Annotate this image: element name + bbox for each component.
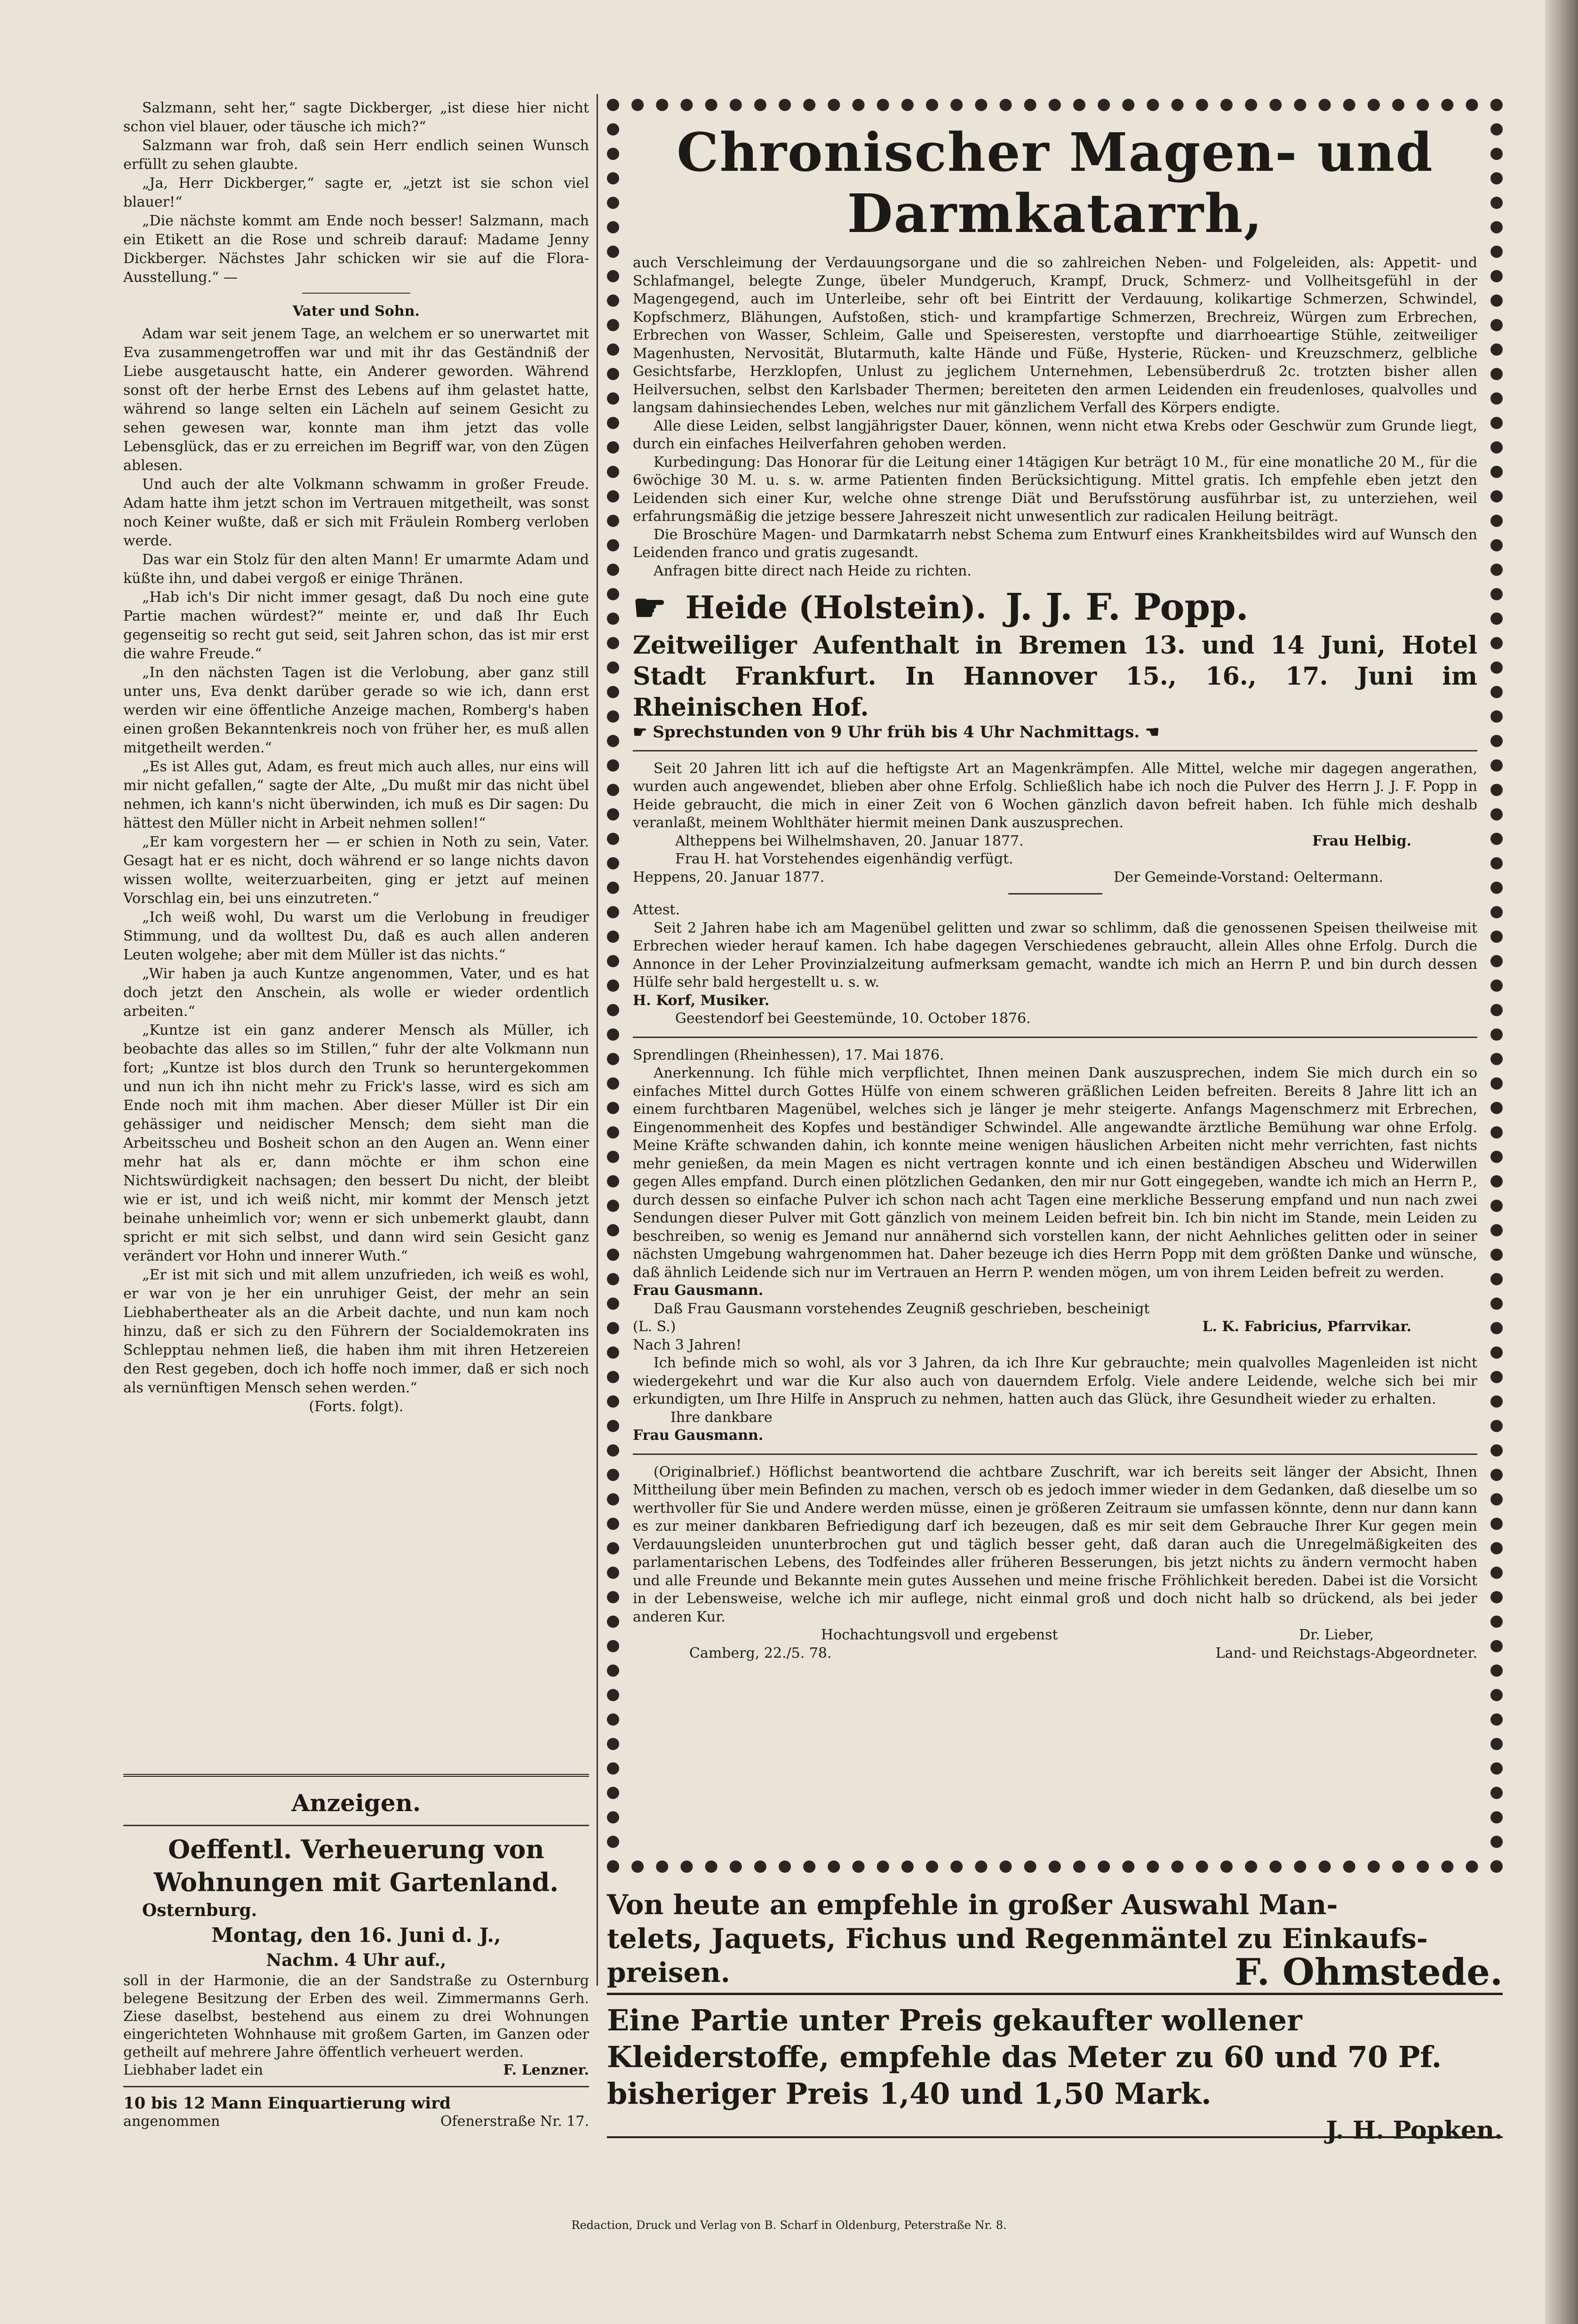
attest-heading: Attest. — [633, 902, 680, 918]
ads-section-heading: Anzeigen. — [291, 1789, 421, 1817]
chapter-heading: Vater und Sohn. — [293, 303, 420, 319]
story-paragraph: „In den nächsten Tagen ist die Verlobung, aber ganz still unter uns, Eva denkt darüber gerade so wie ich, dann erst werden wir eine öffentliche Anzeige machen, Romberg's haben einen großen Bekanntenkreis noch von früher her, es muß allen mitgetheilt werden.“ — [123, 664, 589, 756]
ad-paragraph: auch Verschleimung der Verdauungsorgane und die so zahlreichen Neben- und Folgeleiden, als: Appetit- und Schlafmangel, belegte Zunge, übeler Mundgeruch, Krampf, Druck, Schmerz- und Vollheitsgefühl in der Magengegend, auch im Unterleibe, sehr oft bei Eintritt der Verdauung, kolikartige Schmerzen, Schwindel, Kopfschmerz, Blähungen, Aufstoßen, stich- und krampfartige Schmerzen, Brechreiz, Würgen zum Erbrechen, Erbrechen von Wasser, Schleim, Galle und Speiseresten, verstopfte und diarrhoeartige Stühle, zeitweiliger Magenhusten, Nervosität, Blutarmuth, kalte Hände und Füße, Hysterie, Rücken- und Kreuzschmerz, gelbliche Gesichtsfarbe, Herzklopfen, Unlust zu jeglichem Unternehmen, Lebensüberdruß 2c. trotzten bisher allen Heilversuchen, selbst den Karlsbader Thermen; bereiteten den armen Leidenden ein freudenloses, qualvolles und langsam dahinsiechendes Leben, welches nur mit gänzlichem Verfall des Körpers endigte. — [633, 255, 1477, 416]
story-paragraph: Salzmann war froh, daß sein Herr endlich seinen Wunsch erfüllt zu sehen glaubte. — [123, 137, 589, 173]
testimonial-note: Frau H. hat Vorstehendes eigenhändig verfügt. — [675, 851, 1013, 867]
column-divider — [597, 94, 598, 1986]
ad-line-text: preisen. — [607, 1957, 730, 1989]
certification-text: Daß Frau Gausmann vorstehendes Zeugniß geschrieben, bescheinigt — [654, 1300, 1150, 1317]
testimonial-text: Seit 2 Jahren habe ich am Magenübel gelitten und zwar so schlimm, daß die genossenen Speisen theilweise mit Erbrechen wieder herauf kamen. Ich habe dagegen Verschiedenes gebraucht, allein Alles ohne Erfolg. Durch die Annonce in der Leher Provinzialzeitung aufmerksam gemacht, wandte ich mich an Herrn P. und bin durch dessen Hülfe sehr bald hergestellt u. s. w. — [633, 919, 1477, 990]
story-paragraph: Salzmann, seht her,“ sagte Dickberger, „ist diese hier nicht schon viel blauer, oder täusche ich mich?“ — [123, 100, 589, 135]
divider — [633, 1453, 1477, 1455]
testimonial-signer: Der Gemeinde-Vorstand: Oeltermann. — [1114, 869, 1383, 886]
letter-place: Camberg, 22./5. 78. — [689, 1645, 832, 1661]
ad-line — [607, 1951, 1503, 1994]
testimonial-signature — [633, 869, 1477, 887]
ad-line: telets, Jaquets, Fichus und Regenmäntel zu Einkaufs- — [607, 1923, 1428, 1955]
seal-mark: (L. S.) — [633, 1318, 676, 1335]
ad-signer: J. H. Popken. — [1326, 2116, 1503, 2145]
travel-notice: Zeitweiliger Aufenthalt in Bremen 13. und 14 Juni, Hotel Stadt Frankfurt. In Hannover 15., 16., 17. Juni im Rheinischen Hof. — [633, 631, 1477, 722]
ad-signer: F. Ohmstede. — [1235, 1951, 1503, 1994]
testimonial-text: Seit 20 Jahren litt ich auf die heftigste Art an Magenkrämpfen. Alle Mittel, welche mir dagegen angerathen, wurden auch angewendet, blieben aber ohne Erfolg. Schließlich habe ich noch die Pulver des Herrn J. J. F. Popp in Heide gebraucht, die mich in einer Zeit von 6 Wochen gänzlich davon befreit haben. Ich fühle mich deshalb veranlaßt, meinem Wohlthäter hiermit meinen Dank auszusprechen. — [633, 760, 1477, 831]
story-paragraph: „Kuntze ist ein ganz anderer Mensch als Müller, ich beobachte das alles so im Stillen,“ fuhr der alte Volkmann nun fort; „Kuntze ist blos durch den Trunk so heruntergekommen und nun ich ihn nicht mehr zu Frick's lasse, wird es sich am Ende noch mit ihm machen. Aber dieser Müller ist Dir ein gehässiger und neidischer Mensch; dem sieht man die Arbeitsscheu und Bosheit schon an den Augen an. Wenn einer mehr hat als er, dann möchte er ihm schon eine Nichtswürdigkeit nachsagen; den bessert Du nicht, der bleibt wie er ist, und ich weiß nicht, mir kommt der Mensch jetzt beinahe unheimlich vor; wenn er sich unbemerkt glaubt, dann spricht er mit sich selbst, und dann wird sein Gesicht ganz verändert vor Hohn und innerer Wuth.“ — [123, 1022, 589, 1264]
popp-advertisement — [633, 122, 1477, 1662]
testimonial-text: Anerkennung. Ich fühle mich verpflichtet, Ihnen meinen Dank auszusprechen, indem Sie mich durch ein so einfaches Mittel durch Gottes Hülfe von einem schweren gräßlichen Leiden befreiten. Bereits 8 Jahre litt ich an einem furchtbaren Magenübel, welches sich je länger je mehr steigerte. Anfangs Magenschmerz mit Erbrechen, Eingenommenheit des Kopfes und beständiger Schwindel. Alle angewandte ärztliche Bemühung war ohne Erfolg. Meine Kräfte schwanden dahin, ich konnte meine wenigen häuslichen Arbeiten nicht mehr verrichten, fast nichts mehr genießen, da mein Magen es nicht vertragen konnte und ich einen beständigen Abscheu und Widerwillen gegen Alles empfand. Durch einen plötzlichen Gedanken, den mir nur Gott eingegeben, wandte ich mich an Herrn P., durch dessen so einfache Pulver ich schon nach acht Tagen eine merkliche Besserung empfand und nun nach zwei Sendungen dieser Pulver mit Gott gänzlich von meinem Leiden befreit bin. Ich bin nicht im Stande, mein Leiden zu beschreiben, so wenig es Jemand nur annähernd sich vorstellen kann, der nicht Aehnliches gelitten oder in seiner nächsten Umgebung wahrgenommen hat. Daher bezeuge ich dies Herrn Popp mit dem größten Danke und wünsche, daß ähnlich Leidende sich nur im Vertrauen an Herrn P. wenden mögen, um von ihrem Leiden befreit zu werden. — [633, 1065, 1477, 1281]
story-paragraph: Und auch der alte Volkmann schwamm in großer Freude. Adam hatte ihm jetzt schon im Vertrauen mitgetheilt, was sonst noch Keiner wußte, daß er sich mit Fräulein Romberg verloben werde. — [123, 476, 589, 549]
closing-text: Liebhaber ladet ein — [123, 2062, 263, 2078]
story-paragraph: „Es ist Alles gut, Adam, es freut mich auch alles, nur eins will mir nicht gefallen,“ sagte der Alte, „Du mußt mir das nicht übel nehmen, ich kann's nicht überwinden, ich muß es Dir sagen: Du hättest den Müller nicht in Arbeit nehmen sollen!“ — [123, 759, 589, 831]
office-hours: ☛ Sprechstunden von 9 Uhr früh bis 4 Uhr Nachmittags. ☚ — [633, 723, 1160, 742]
testimonial-signer: Frau Helbig. — [1312, 832, 1411, 849]
testimonial-text: (Originalbrief.) Höflichst beantwortend die achtbare Zuschrift, war ich bereits seit länger der Absicht, Ihnen Mittheilung über mein Befinden zu machen, versch ob es jedoch immer wieder in dem Gedanken, daß dieselbe um so werthvoller für Sie und Andere werden müsse, einen je größeren Zeitraum sie umfassen könnte, denn nur dann kann es zur meiner dankbaren Befriedigung darf ich bezeugen, daß es mir seit dem Gebrauche Ihrer Kur gegen mein Verdauungsleiden ununterbrochen gut und täglich besser geht, daß daran auch die Unregelmäßigkeiten des parlamentarischen Lebens, des Todfeindes aller früheren Besserungen, bis jetzt nichts zu ändern vermocht haben und alle Freunde und Bekannte mein gutes Aussehen und meine frische Fröhlichkeit bereden. Dabei ist die Vorsicht in der Lebensweise, welche ich mir auflege, nicht einmal groß und doch nicht halb so drückend, als bei jeder anderen Kur. — [633, 1463, 1477, 1625]
rental-place: Osternburg. — [142, 1901, 257, 1920]
divider — [123, 1825, 589, 1826]
quartering-address: Ofenerstraße Nr. 17. — [440, 2113, 589, 2130]
story-paragraph: „Ich weiß wohl, Du warst um die Verlobung in freudiger Stimmung, und da wolltest Du, daß es auch allen anderen Leuten wolgehe; aber mit dem Müller ist das nichts.“ — [123, 909, 589, 963]
story-paragraph: „Die nächste kommt am Ende noch besser! Salzmann, mach ein Etikett an die Rose und schreib darauf: Madame Jenny Dickberger. Nächstes Jahr schicken wir sie auf die Flora-Ausstellung.“ — — [123, 213, 589, 286]
rental-body: soll in der Harmonie, die an der Sandstraße zu Osternburg belegene Besitzung der Erben des weil. Zimmermanns Gerh. Ziese daselbst, bestehend aus einem zu drei Wohnungen eingerichteten Wohnhause mit großem Garten, im Ganzen oder getheilt auf mehrere Jahre öffentlich verheuert werden. — [123, 1973, 589, 2060]
page-edge-shadow — [1545, 0, 1578, 2324]
testimonial-signer: Frau Gausmann. — [633, 1282, 764, 1299]
letter-closing — [633, 1626, 1477, 1645]
certification-signature — [633, 1318, 1477, 1336]
letter-signer: Dr. Lieber, — [1299, 1627, 1374, 1643]
rental-closing — [123, 2061, 589, 2079]
ohmstede-ad — [607, 1888, 1503, 1994]
quartering-ad: 10 bis 12 Mann Einquartierung wird — [123, 2094, 451, 2113]
divider — [633, 1037, 1477, 1038]
testimonial-place: Heppens, 20. Januar 1877. — [633, 869, 825, 886]
popp-signature-line — [633, 585, 1477, 630]
testimonial-text: Ich befinde mich so wohl, als vor 3 Jahren, da ich Ihre Kur gebrauchte; mein qualvolles Magenleiden ist nicht wiedergekehrt und war die Kur also auch von dauerndem Erfolg. Viele andere Leidende, welche sich bei mir erkundigten, um Ihre Hilfe in Anspruch zu nehmen, hatten auch das Glück, ihre Gesundheit wieder zu erhalten. — [633, 1355, 1477, 1407]
story-paragraph: Adam war seit jenem Tage, an welchem er so unerwartet mit Eva zusammengetroffen war und mit ihr das Geständniß der Liebe ausgetauscht hatte, ein Anderer geworden. Während sonst oft der herbe Ernst des Lebens auf ihm gelastet hatte, während so lange selten ein Lächeln auf seinem Gesicht zu sehen gewesen war, konnte man ihm jetzt das volle Lebensglück, das er zu erreichen im Begriff war, von den Zügen ablesen. — [123, 326, 589, 474]
certifier: L. K. Fabricius, Pfarrvikar. — [1202, 1318, 1411, 1335]
ad-title: Chronischer Magen- und Darmkatarrh, — [677, 122, 1434, 245]
rental-time: Nachm. 4 Uhr auf., — [266, 1950, 446, 1970]
letter-signer-title: Land- und Reichstags-Abgeordneter. — [1215, 1645, 1477, 1661]
ad-paragraph: Die Broschüre Magen- und Darmkatarrh nebst Schema zum Entwurf eines Krankheitsbildes wird auf Wunsch den Leidenden franco und gratis zugesandt. — [633, 526, 1477, 561]
divider — [607, 2136, 1503, 2138]
imprint: Redaction, Druck und Verlag von B. Scharf in Oldenburg, Peterstraße Nr. 8. — [571, 2219, 1007, 2232]
rental-ad-title: Oeffentl. Verheuerung von Wohnungen mit Gartenland. — [153, 1834, 559, 1897]
testimonial-signature — [633, 832, 1477, 851]
story-paragraph: „Er kam vorgestern her — er schien in Noth zu sein, Vater. Gesagt hat er es nicht, doch während er so lange nichts davon wissen wollte, weiterzuarbeiten, ging er jetzt auf meinen Vorschlag ein, bei uns einzutreten.“ — [123, 834, 589, 907]
story-paragraph: „Er ist mit sich und mit allem unzufrieden, ich weiß es wohl, er war von je her ein unruhiger Geist, der mehr an sein Liebhabertheater als an die Arbeit dachte, und nun kam noch hinzu, daß er sich zu den Führern der Socialdemokraten ins Schlepptau nehmen ließ, die haben ihm mit ihren Hetzereien den Rest gegeben, doch ich hoffe noch immer, daß er sich noch als vernünftigen Mensch sehen werden.“ — [123, 1267, 589, 1396]
ad-line: Eine Partie unter Preis gekaufter wollener — [607, 2003, 1302, 2037]
closing-signer: F. Lenzner. — [503, 2062, 589, 2078]
closing-phrase: Ihre dankbare — [670, 1409, 773, 1426]
serial-story-column — [123, 99, 589, 1416]
testimonial-place: Geestendorf bei Geestemünde, 10. October 1876. — [675, 1010, 1031, 1027]
ad-line: Kleiderstoffe, empfehle das Meter zu 60 und 70 Pf. — [607, 2040, 1442, 2074]
ad-paragraph: Kurbedingung: Das Honorar für die Leitung einer 14tägigen Kur beträgt 10 M., für eine monatliche 20 M., für die 6wöchige 30 M. u. s. w. arme Patienten finden Berücksichtigung. Mittel gratis. Ich empfehle eben jetzt den Leidenden sich einer Kur, welche ohne strenge Diät und Berufsstörung ausführbar ist, zu unterziehen, weil erfahrungsmäßig die jetzige bessere Jahreszeit nicht unwesentlich zur radicalen Heilung beiträgt. — [633, 454, 1477, 525]
story-paragraph: Das war ein Stolz für den alten Mann! Er umarmte Adam und küßte ihn, und dabei vergoß er einige Thränen. — [123, 551, 589, 587]
ad-line: bisheriger Preis 1,40 und 1,50 Mark. — [607, 2076, 1211, 2111]
continued-note: (Forts. folgt). — [309, 1398, 404, 1415]
left-ads — [123, 1788, 589, 2131]
followup-heading: Nach 3 Jahren! — [633, 1336, 742, 1353]
testimonial-place: Sprendlingen (Rheinhessen), 17. Mai 1876. — [633, 1046, 944, 1063]
quartering-text: angenommen — [123, 2113, 220, 2130]
quartering-ad-line2 — [123, 2113, 589, 2131]
divider — [123, 2086, 589, 2087]
ads-rule — [123, 1774, 589, 1777]
testimonial-place: Altheppens bei Wilhelmshaven, 20. Januar 1877. — [675, 832, 1024, 849]
heide-location: Heide (Holstein). — [685, 589, 987, 626]
testimonial-signer: H. Korf, Musiker. — [633, 992, 770, 1009]
ad-paragraph: Alle diese Leiden, selbst langjährigster Dauer, können, wenn nicht etwa Krebs oder Geschwür zum Grunde liegt, durch ein einfaches Heilverfahren gehoben werden. — [633, 417, 1477, 452]
popken-ad — [607, 2002, 1503, 2149]
pointing-hand-icon: ☛ — [633, 585, 667, 630]
letter-closing — [633, 1645, 1477, 1663]
divider — [633, 750, 1477, 751]
rental-date: Montag, den 16. Juni d. J., — [211, 1924, 501, 1947]
story-paragraph: „Wir haben ja auch Kuntze angenommen, Vater, und es hat doch jetzt den Anschein, als wolle er wieder ordentlich arbeiten.“ — [123, 966, 589, 1020]
ad-paragraph: Anfragen bitte direct nach Heide zu richten. — [654, 562, 972, 579]
letter-greeting: Hochachtungsvoll und ergebenst — [821, 1627, 1058, 1643]
testimonial-signer: Frau Gausmann. — [633, 1427, 764, 1444]
ad-line: Von heute an empfehle in großer Auswahl Man- — [607, 1889, 1338, 1921]
divider — [607, 1993, 1503, 1995]
divider — [1008, 893, 1102, 894]
story-paragraph: „Hab ich's Dir nicht immer gesagt, daß Du noch eine gute Partie machen würdest?“ meinte er, und daß Ihr Euch gegenseitig so recht gut seid, seit Jahren schon, das ist mir erst die wahre Freude.“ — [123, 589, 589, 662]
story-paragraph: „Ja, Herr Dickberger,“ sagte er, „jetzt ist sie schon viel blauer!“ — [123, 175, 589, 210]
divider — [302, 293, 410, 294]
advertiser-name: J. J. F. Popp. — [1005, 586, 1249, 629]
